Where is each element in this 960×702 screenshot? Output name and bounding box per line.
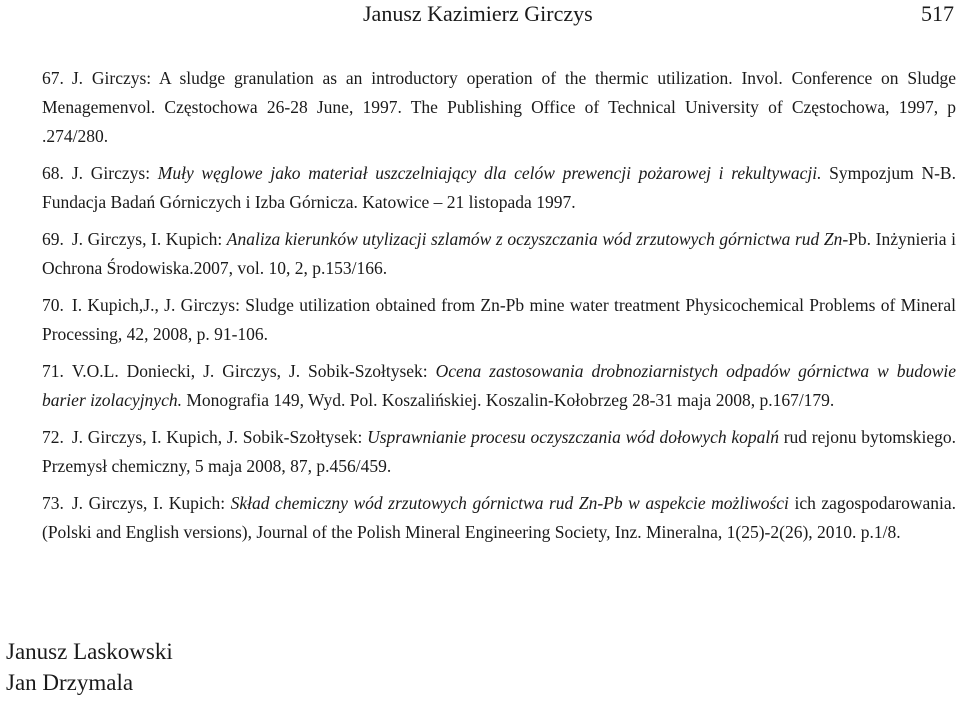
reference-title: Analiza kierunków utylizacji szlamów z oczyszczania wód zrzutowych górnictwa rud Zn- xyxy=(226,229,849,249)
reference-source: Sympozjum N-B. Fundacja Badań Górniczych i Izba Górnicza. Katowice – 21 listopada 1997. xyxy=(42,163,956,212)
author-block xyxy=(6,636,173,698)
reference-number: 71. xyxy=(42,361,64,381)
reference-number: 70. xyxy=(42,295,64,315)
reference-authors: J. Girczys: xyxy=(71,163,158,183)
reference-number: 68. xyxy=(42,163,64,183)
reference-item xyxy=(42,489,956,547)
page-number: 517 xyxy=(921,1,954,26)
author-name: Jan Drzymala xyxy=(6,670,134,695)
reference-source: rud rejonu bytomskiego. Przemysł chemiczny, 5 maja 2008, 87, p.456/459. xyxy=(42,427,956,476)
reference-item xyxy=(42,291,956,349)
reference-item xyxy=(42,357,956,415)
author-name: Janusz Laskowski xyxy=(6,639,173,664)
reference-text: J. Girczys: A sludge granulation as an introductory operation of the thermic utilization. Invol. Conference on Sludge Menagemenvol. Częstochowa 26-28 June, 1997. The Publishing Office of Technical University of Częstochowa, 1997, p .274/280. xyxy=(42,68,956,146)
reference-text: I. Kupich,J., J. Girczys: Sludge utilization obtained from Zn-Pb mine water treatment Physicochemical Problems of Mineral Processing, 42, 2008, p. 91-106. xyxy=(42,295,956,344)
reference-title: Usprawnianie procesu oczyszczania wód dołowych kopalń xyxy=(367,427,779,447)
reference-title: Ocena zastosowania drobnoziarnistych odpadów górnictwa w budowie barier izolacyjnych. xyxy=(42,361,956,410)
reference-authors: J. Girczys, I. Kupich, J. Sobik-Szołtysek: xyxy=(71,427,368,447)
reference-number: 72. xyxy=(42,427,64,447)
reference-item xyxy=(42,423,956,481)
reference-authors: V.O.L. Doniecki, J. Girczys, J. Sobik-Szołtysek: xyxy=(71,361,436,381)
reference-number: 73. xyxy=(42,493,64,513)
reference-authors: J. Girczys, I. Kupich: xyxy=(71,493,231,513)
reference-item xyxy=(42,64,956,151)
reference-source: Pb. Inżynieria i Ochrona Środowiska.2007, vol. 10, 2, p.153/166. xyxy=(42,229,956,278)
reference-list xyxy=(42,64,956,555)
reference-item xyxy=(42,159,956,217)
reference-source: ich zagospodarowania. (Polski and English versions), Journal of the Polish Mineral Engineering Society, Inz. Mineralna, 1(25)-2(26), 2010. p.1/8. xyxy=(42,493,957,542)
page-header xyxy=(0,0,960,40)
reference-title: Muły węglowe jako materiał uszczelniający dla celów prewencji pożarowej i rekultywacji. xyxy=(157,163,822,183)
reference-source: Monografia 149, Wyd. Pol. Koszalińskiej. Koszalin-Kołobrzeg 28-31 maja 2008, p.167/179. xyxy=(181,390,835,410)
reference-number: 69. xyxy=(42,229,64,249)
running-head: Janusz Kazimierz Girczys xyxy=(363,1,593,26)
reference-title: Skład chemiczny wód zrzutowych górnictwa rud Zn-Pb w aspekcie możliwości xyxy=(230,493,789,513)
reference-authors: J. Girczys, I. Kupich: xyxy=(71,229,227,249)
reference-number: 67. xyxy=(42,68,64,88)
reference-item xyxy=(42,225,956,283)
